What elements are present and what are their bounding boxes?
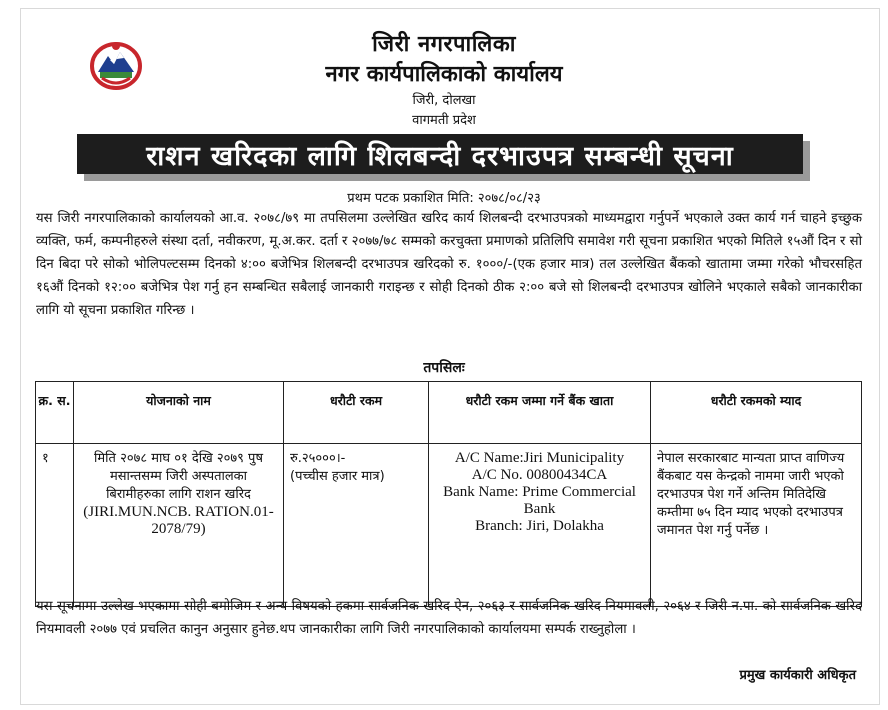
header-serial: क्र. स.	[36, 382, 74, 444]
office-name: जिरी नगरपालिका	[372, 32, 516, 57]
bank-name: Bank Name: Prime Commercial Bank	[443, 484, 636, 517]
cell-project-name	[74, 444, 284, 607]
cell-serial	[36, 444, 74, 607]
header-deposit-amount: धरौटी रकम	[284, 382, 429, 444]
bank-account-number: A/C No. 00800434CA	[471, 467, 608, 483]
closing-paragraph: यस सूचनामा उल्लेख भएकामा सोही बमोजिम र अन्य विषयको हकमा सार्वजनिक खरिद ऐन, २०६३ र सार्वजनिक खरिद नियमावली, २०६४ र जिरी न.पा. को सार्वजनिक खरिद नियमावली २०७७ एवं प्रचलित कानुन अनुसार हुनेछ.थप जानकारीका लागि जिरी नगरपालिकाको कार्यालयमा सम्पर्क राख्नुहोला ।	[36, 599, 862, 637]
table-header-row	[36, 382, 862, 444]
bank-account-name: A/C Name:Jiri Municipality	[454, 450, 625, 466]
cell-deposit-validity	[651, 444, 862, 607]
executive-office: नगर कार्यपालिकाको कार्यालय	[325, 62, 563, 87]
header-bank-account: धरौटी रकम जम्मा गर्ने बैंक खाता	[429, 382, 651, 444]
serial-number: १	[42, 451, 49, 466]
bank-branch: Branch: Jiri, Dolakha	[475, 518, 604, 534]
deposit-amount-words: (पच्चीस हजार मात्र)	[290, 469, 385, 484]
project-name: मिति २०७८ माघ ०१ देखि २०७९ पुष मसान्तसम्म जिरी अस्पतालका बिरामीहरुका लागि राशन खरिद	[94, 451, 263, 502]
deposit-amount: रु.२५०००।-	[290, 451, 346, 466]
intro-paragraph: यस जिरी नगरपालिकाको कार्यालयको आ.व. २०७८/७९ मा तपसिलमा उल्लेखित खरिद कार्य शिलबन्दी दरभाउपत्रको माध्यमद्वारा गर्नुपर्ने भएकाले उक्त कार्य गर्न चाहने इच्छुक व्यक्ति, फर्म, कम्पनीहरुले संस्था दर्ता, नवीकरण, मू.अ.कर. दर्ता र २०७७/७८ सम्मको करचुक्ता प्रमाणको प्रतिलिपि समावेश गरी सूचना प्रकाशित भएको मितिले १५औं दिन र सो दिन बिदा परे सोको भोलिपल्टसम्म दिनको ४:०० बजेभित्र शिलबन्दी दरभाउपत्र खरिदको रु. १०००/-(एक हजार मात्र) तल उल्लेखित बैंकको खातामा जम्मा गरेको भौचरसहित १६औं दिनको १२:०० बजेभित्र पेश गर्नु हन सम्बन्धित सबैलाई जानकारी गराइन्छ र सोही दिनको ठीक २:०० बजे सो शिलबन्दी दरभाउपत्र खोलिने भएकाले सबैको जानकारीका लागि यो सूचना प्रकाशित गरिन्छ ।	[36, 211, 862, 318]
cell-bank-account	[429, 444, 651, 607]
tender-table	[35, 381, 862, 607]
header-deposit-validity: धरौटी रकमको म्याद	[651, 382, 862, 444]
cell-deposit-amount	[284, 444, 429, 607]
table-row	[36, 444, 862, 607]
notice-title: राशन खरिदका लागि शिलबन्दी दरभाउपत्र सम्बन्धी सूचना	[77, 134, 803, 174]
details-label: तपसिलः	[423, 360, 465, 376]
office-province: वागमती प्रदेश	[412, 113, 476, 128]
header-project-name: योजनाको नाम	[74, 382, 284, 444]
office-address: जिरी, दोलखा	[412, 93, 476, 108]
project-code: (JIRI.MUN.NCB. RATION.01-2078/79)	[83, 504, 274, 537]
publish-date: प्रथम पटक प्रकाशित मिति: २०७८/०८/२३	[347, 191, 541, 206]
deposit-validity: नेपाल सरकारबाट मान्यता प्राप्त वाणिज्य बैंकबाट यस केन्द्रको नाममा जारी भएको दरभाउपत्र पेश गर्ने अन्तिम मितिदेखि कम्तीमा ७५ दिन म्याद भएको दरभाउपत्र जमानत पेश गर्नु पर्नेछ ।	[657, 451, 845, 538]
signature: प्रमुख कार्यकारी अधिकृत	[739, 668, 856, 683]
